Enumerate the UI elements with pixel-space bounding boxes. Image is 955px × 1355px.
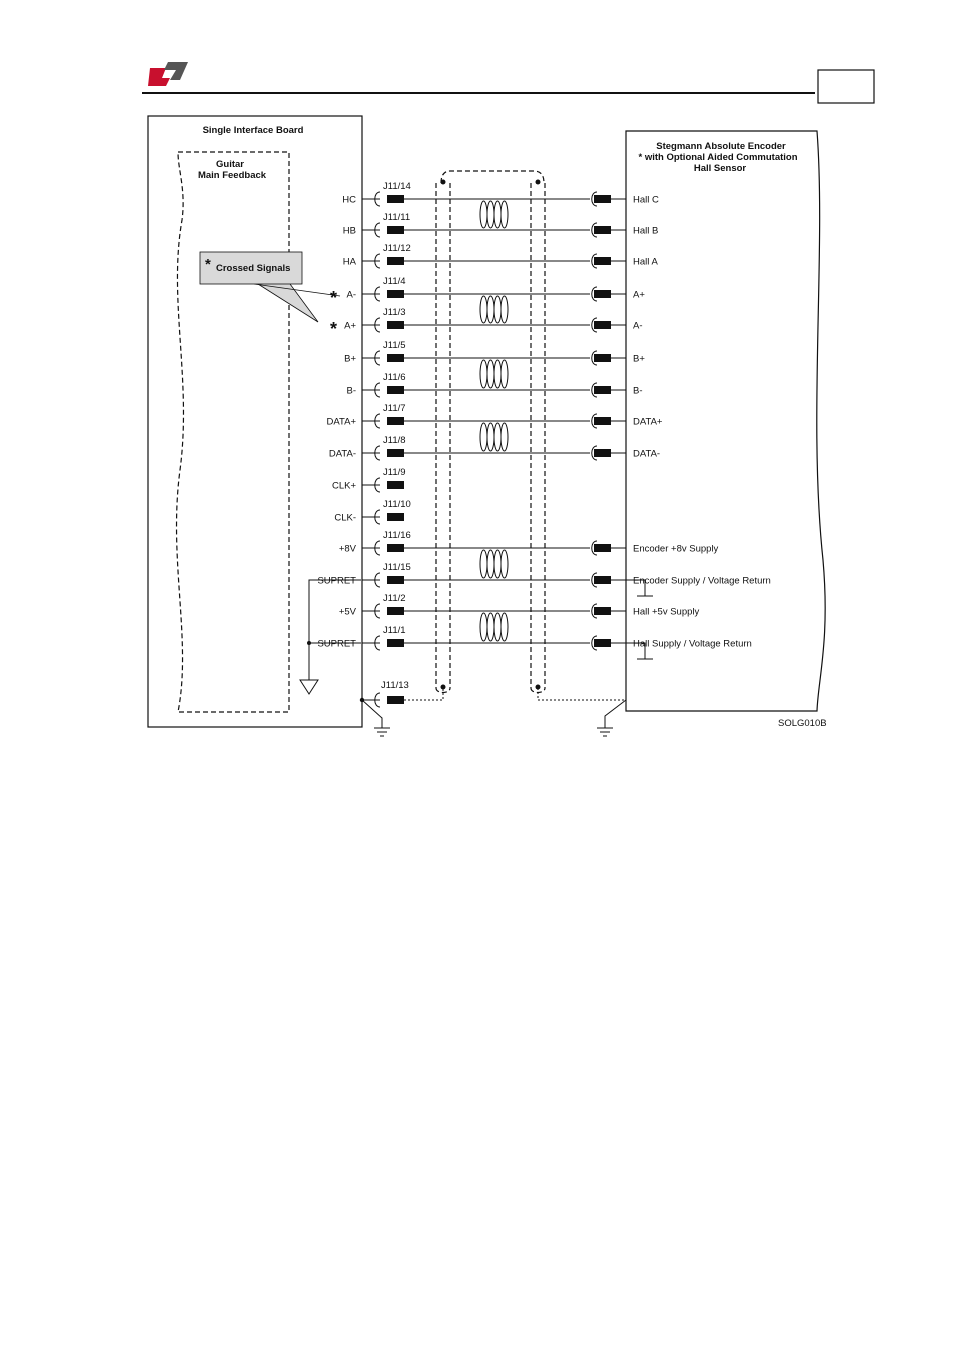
signal-label-right: Encoder Supply / Voltage Return — [633, 575, 771, 587]
signal-label-left: DATA+ — [326, 416, 356, 428]
signal-label-left: CLK+ — [331, 480, 356, 492]
pin-block — [387, 290, 404, 298]
pin-label: J11/1 — [383, 625, 406, 636]
crossed-signals-callout — [200, 252, 340, 322]
chassis-ground-icon — [597, 728, 613, 736]
shield-right-dotted — [538, 688, 626, 700]
company-logo — [148, 62, 188, 86]
pin-block-right — [594, 417, 611, 425]
chassis-ground-left-wire — [362, 700, 382, 728]
pin-block — [387, 354, 404, 362]
pin-label: J11/12 — [383, 243, 411, 254]
pin-block-right — [594, 257, 611, 265]
pin-block-right — [594, 449, 611, 457]
inner-title-line2: Main Feedback — [197, 170, 267, 181]
pin-label: J11/7 — [383, 403, 406, 414]
signal-label-left: +8V — [338, 543, 356, 555]
pin-label: J11/9 — [383, 467, 406, 478]
pin-label: J11/3 — [383, 307, 406, 318]
signal-label-left: SUPRET — [317, 638, 356, 650]
signal-rows — [317, 181, 770, 650]
inner-title-line1: Guitar — [216, 159, 244, 170]
twisted-pair-coil — [480, 613, 508, 641]
chassis-ground-right-wire — [605, 700, 626, 728]
pin-block-right — [594, 195, 611, 203]
left-board-title: Single Interface Board — [202, 125, 304, 136]
signal-label-left: CLK- — [334, 512, 356, 524]
pin-label: J11/2 — [383, 593, 406, 604]
shield-node — [536, 180, 541, 185]
shield-bottom — [436, 688, 545, 693]
guitar-region — [177, 152, 289, 712]
signal-label-right: Hall +5v Supply — [633, 606, 700, 618]
signal-label-left: HA — [342, 256, 356, 268]
chassis-ground-icon — [374, 728, 390, 736]
pin-label: J11/14 — [383, 181, 411, 192]
signal-label-left: B+ — [344, 353, 356, 365]
callout-text: Crossed Signals — [216, 263, 291, 274]
pin-block — [387, 257, 404, 265]
right-title-line3: Hall Sensor — [693, 163, 747, 174]
signal-label-right: Hall A — [633, 256, 658, 268]
pin-block — [387, 513, 404, 521]
signal-label-right: DATA- — [633, 448, 661, 460]
pin-block — [387, 195, 404, 203]
signal-ground-icon — [300, 680, 318, 694]
pin-block-right — [594, 639, 611, 647]
shield-pin-label: J11/13 — [381, 680, 409, 691]
signal-label-right: B- — [633, 385, 643, 397]
pin-block — [387, 607, 404, 615]
pin-label: J11/6 — [383, 372, 406, 383]
pin-block — [387, 544, 404, 552]
pin-block-right — [594, 226, 611, 234]
signal-label-left: A- — [346, 289, 356, 301]
pin-block — [387, 576, 404, 584]
shield-node — [441, 180, 446, 185]
star-mark-a-plus: * — [330, 319, 338, 339]
signal-label-right: DATA+ — [633, 416, 663, 428]
signal-label-right: Encoder +8v Supply — [633, 543, 719, 555]
pin-label: J11/11 — [383, 212, 411, 223]
pin-block-right — [594, 290, 611, 298]
signal-label-left: HB — [342, 225, 356, 237]
shield-top — [441, 171, 544, 183]
pin-block — [387, 321, 404, 329]
shield-node — [441, 685, 446, 690]
twisted-pair-coil — [480, 201, 508, 228]
twisted-pair-coil — [480, 296, 508, 323]
signal-label-left: A+ — [344, 320, 356, 332]
supret-junction — [307, 641, 311, 645]
shield-pin-block — [387, 696, 404, 704]
pin-block — [387, 449, 404, 457]
pin-block — [387, 417, 404, 425]
pin-block-right — [594, 321, 611, 329]
pin-block-right — [594, 386, 611, 394]
signal-label-left: HC — [342, 194, 356, 206]
star-mark-a-minus: * — [330, 288, 338, 308]
signal-label-right: B+ — [633, 353, 645, 365]
signal-label-right: Hall B — [633, 225, 659, 237]
signal-label-right: A- — [633, 320, 643, 332]
signal-label-right: A+ — [633, 289, 645, 301]
pin-label: J11/8 — [383, 435, 406, 446]
pin-block-right — [594, 576, 611, 584]
callout-star: * — [205, 256, 211, 273]
pin-label: J11/4 — [383, 276, 406, 287]
signal-label-left: +5V — [338, 606, 356, 618]
pin-label: J11/16 — [383, 530, 411, 541]
figure-code: SOLG010B — [778, 718, 827, 729]
pin-label: J11/10 — [383, 499, 411, 510]
signal-label-left: DATA- — [328, 448, 356, 460]
pin-block — [387, 386, 404, 394]
signal-label-right: Hall C — [633, 194, 659, 206]
signal-label-left: SUPRET — [317, 575, 356, 587]
page-number-box — [818, 70, 874, 103]
shield-left — [436, 183, 450, 688]
pin-block-right — [594, 607, 611, 615]
shield-right — [531, 183, 545, 688]
twisted-pair-coil — [480, 360, 508, 388]
supret-bus — [309, 580, 361, 680]
twisted-pair-coil — [480, 423, 508, 451]
signal-label-right: Hall Supply / Voltage Return — [633, 638, 752, 650]
pin-block — [387, 481, 404, 489]
pin-block-right — [594, 544, 611, 552]
pin-block — [387, 226, 404, 234]
pin-label: J11/15 — [383, 562, 411, 573]
right-title-line2: * with Optional Aided Commutation — [638, 152, 798, 163]
pin-block — [387, 639, 404, 647]
signal-label-left: B- — [346, 385, 356, 397]
pin-label: J11/5 — [383, 340, 406, 351]
pin-block-right — [594, 354, 611, 362]
right-title-line1: Stegmann Absolute Encoder — [656, 141, 786, 152]
twisted-pair-coil — [480, 550, 508, 578]
